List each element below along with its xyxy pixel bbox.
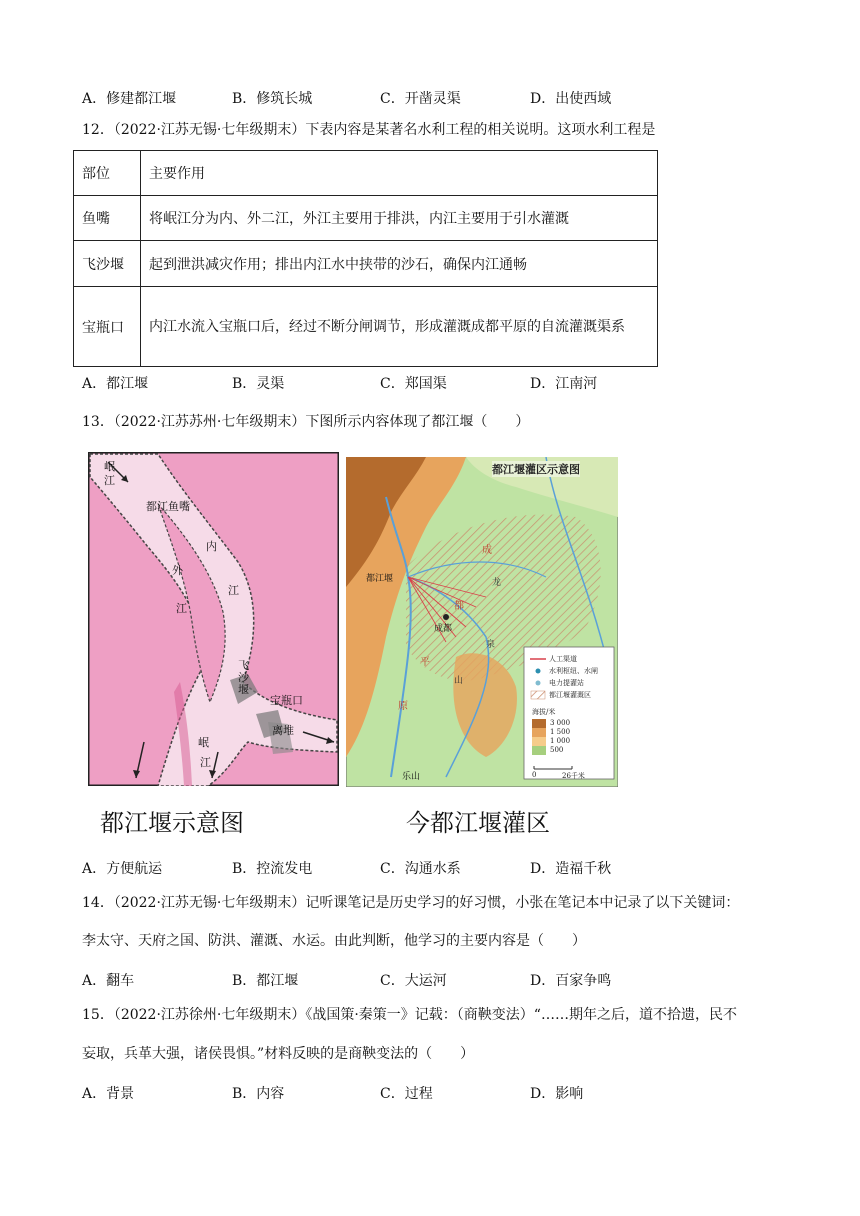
table-cell: 宝瓶口	[74, 287, 141, 367]
q11-option-a[interactable]: A．修建都江堰	[82, 91, 177, 107]
table-row	[74, 196, 658, 241]
map-label: 泉	[486, 640, 496, 650]
map-label: 乐山	[402, 772, 421, 782]
q12-option-c[interactable]: C．郑国渠	[380, 376, 447, 392]
q13-option-c[interactable]: C．沟通水系	[380, 861, 461, 877]
map-legend	[549, 653, 598, 701]
table-cell: 主要作用	[141, 151, 658, 196]
scale-end: 26千米	[562, 772, 585, 780]
map-label: 龙	[492, 578, 502, 588]
irrigation-area-map	[346, 457, 618, 787]
legend-elevation-value: 500	[550, 746, 564, 754]
q15-stem-line2: 妄取，兵革大强，诸侯畏惧。”材料反映的是商鞅变法的（ ）	[82, 1046, 475, 1062]
q13-stem: 13．（2022·江苏苏州·七年级期末）下图所示内容体现了都江堰（ ）	[82, 414, 530, 430]
table-row	[74, 151, 658, 196]
q11-option-c[interactable]: C．开凿灵渠	[380, 91, 461, 107]
q12-option-b[interactable]: B．灵渠	[232, 376, 285, 392]
legend-item: 都江堰灌溉区	[549, 691, 591, 699]
q11-option-d[interactable]: D．出使西域	[530, 91, 612, 107]
map-label: 外	[172, 564, 183, 577]
map-label: 原	[398, 701, 408, 712]
legend-item: 水利枢纽、水闸	[549, 667, 598, 675]
q15-options	[82, 1083, 782, 1105]
q12-option-a[interactable]: A．都江堰	[82, 376, 149, 392]
q15-option-b[interactable]: B．内容	[232, 1086, 285, 1102]
q14-option-b[interactable]: B．都江堰	[232, 973, 299, 989]
legend-item: 电力提灌站	[549, 679, 584, 687]
q12-options	[82, 373, 782, 395]
legend-elevation-value: 3 000	[550, 719, 571, 727]
legend-elevation-values	[550, 719, 570, 755]
table-cell: 将岷江分为内、外二江，外江主要用于排洪，内江主要用于引水灌溉	[141, 196, 658, 241]
map-label: 飞沙堰	[238, 659, 249, 696]
table-cell: 飞沙堰	[74, 241, 141, 287]
q15-option-c[interactable]: C．过程	[380, 1086, 433, 1102]
q14-option-d[interactable]: D．百家争鸣	[530, 973, 612, 989]
map-label: 江	[200, 756, 211, 769]
map-label: 岷	[198, 736, 209, 749]
map-label: 宝瓶口	[270, 694, 303, 707]
legend-item: 人工渠道	[549, 655, 577, 663]
map-label: 江	[228, 584, 239, 597]
q13-option-a[interactable]: A．方便航运	[82, 861, 163, 877]
map-label: 成	[482, 545, 492, 556]
q12-option-d[interactable]: D．江南河	[530, 376, 598, 392]
scale-start: 0	[532, 771, 537, 779]
map-label: 离堆	[272, 724, 294, 737]
map-label: 山	[454, 676, 464, 686]
legend-elevation-value: 1 000	[550, 737, 571, 745]
map-label: 成都	[434, 624, 453, 634]
table-row	[74, 241, 658, 287]
legend-elevation-value: 1 500	[550, 728, 571, 736]
map-label: 都	[454, 601, 464, 612]
q13-option-d[interactable]: D．造福千秋	[530, 861, 612, 877]
table-cell: 部位	[74, 151, 141, 196]
table-cell: 鱼嘴	[74, 196, 141, 241]
legend-elevation-title: 海拔/米	[532, 708, 556, 716]
q12-table	[73, 150, 658, 367]
q12-stem: 12．（2022·江苏无锡·七年级期末）下表内容是某著名水利工程的相关说明。这项水利工程是	[82, 122, 656, 138]
map-title: 都江堰灌区示意图	[492, 463, 580, 476]
q15-stem-line1: 15．（2022·江苏徐州·七年级期末）《战国策·秦策一》记载：（商鞅变法）“……期年之后，道不拾遗，民不	[82, 1007, 737, 1023]
map-label: 岷	[104, 460, 115, 473]
map-label: 内	[206, 540, 217, 553]
q15-option-d[interactable]: D．影响	[530, 1086, 584, 1102]
q11-options	[82, 88, 782, 110]
map-label: 江	[176, 602, 187, 615]
map-label: 都江鱼嘴	[146, 500, 190, 513]
map-label: 都江堰	[366, 574, 394, 584]
table-row	[74, 287, 658, 367]
map-label: 江	[104, 474, 115, 487]
figure-caption-left: 都江堰示意图	[100, 809, 244, 837]
q14-options	[82, 970, 782, 992]
q14-option-c[interactable]: C．大运河	[380, 973, 447, 989]
map-label: 平	[420, 657, 430, 668]
q13-options	[82, 858, 782, 880]
q11-option-b[interactable]: B．修筑长城	[232, 91, 313, 107]
q14-option-a[interactable]: A．翻车	[82, 973, 135, 989]
dujiangyan-schematic-map	[88, 452, 339, 786]
table-cell: 起到泄洪减灾作用；排出内江水中挟带的沙石，确保内江通畅	[141, 241, 658, 287]
figure-caption-right: 今都江堰灌区	[406, 809, 550, 837]
q14-stem-line1: 14．（2022·江苏无锡·七年级期末）记听课笔记是历史学习的好习惯，小张在笔记本中记录了以下关键词：	[82, 895, 740, 911]
q13-option-b[interactable]: B．控流发电	[232, 861, 313, 877]
q14-stem-line2: 李太守、天府之国、防洪、灌溉、水运。由此判断，他学习的主要内容是（ ）	[82, 933, 586, 949]
q15-option-a[interactable]: A．背景	[82, 1086, 135, 1102]
table-cell: 内江水流入宝瓶口后，经过不断分闸调节，形成灌溉成都平原的自流灌溉渠系	[141, 287, 658, 367]
